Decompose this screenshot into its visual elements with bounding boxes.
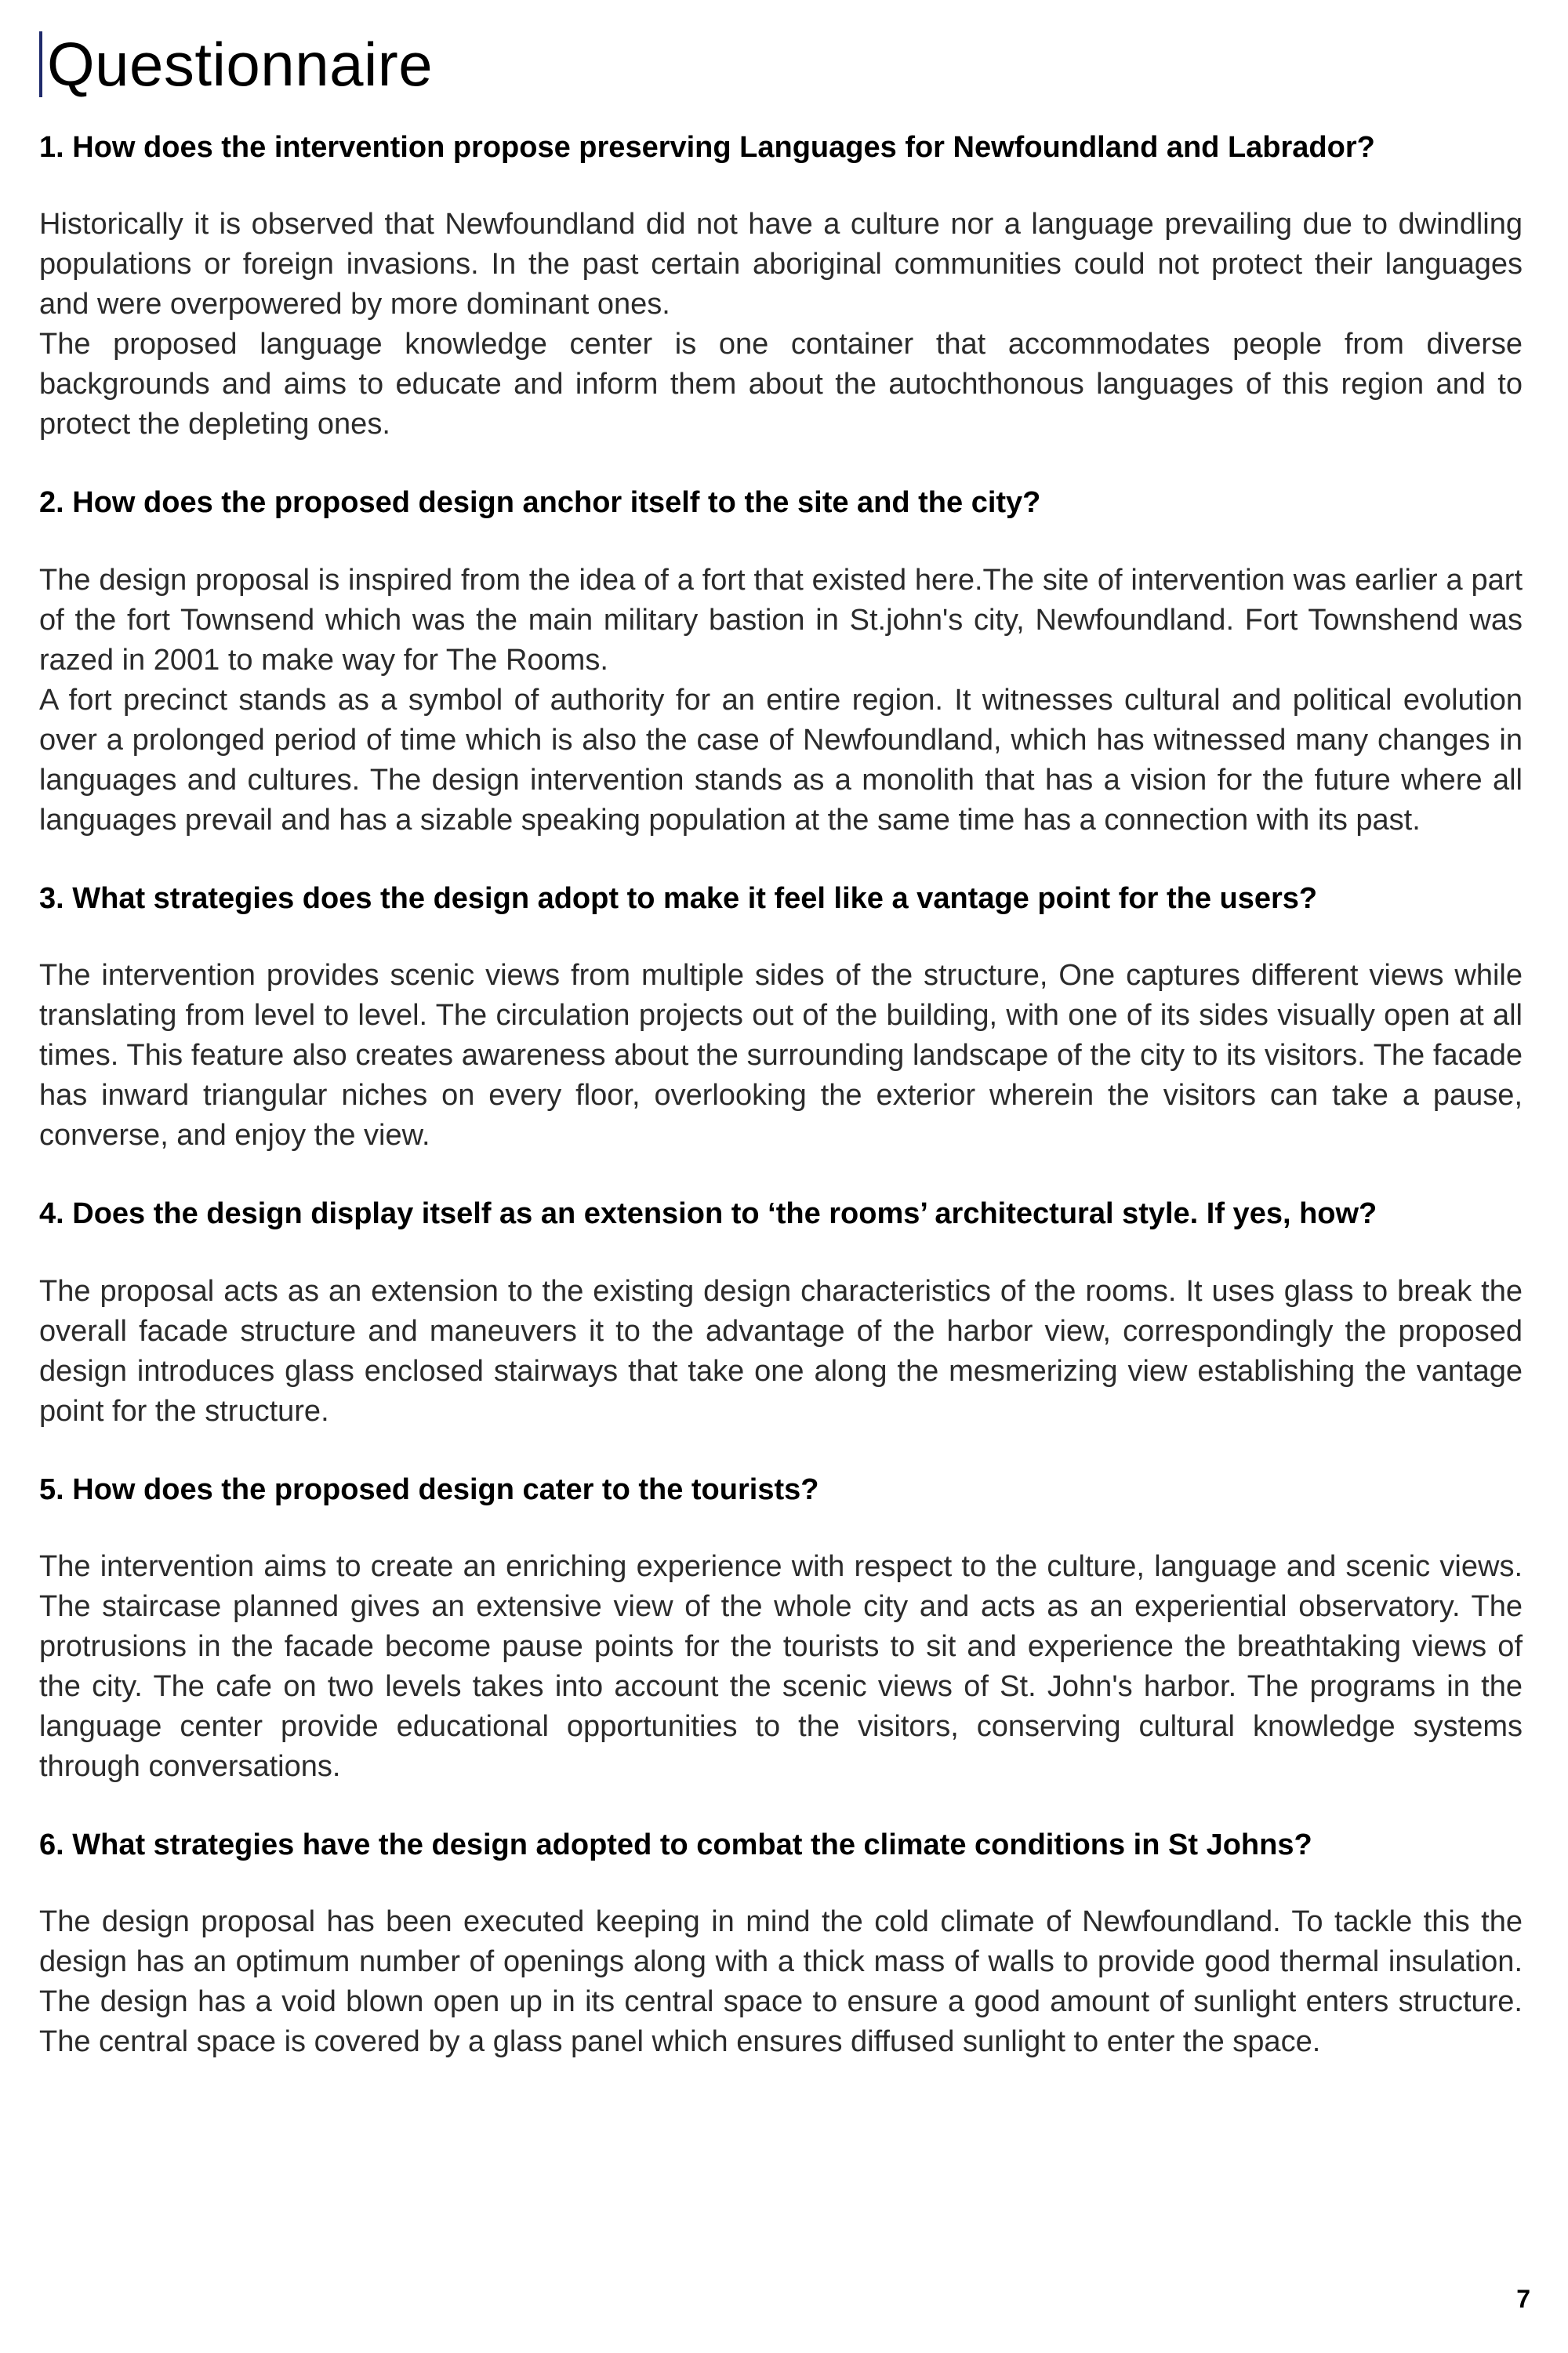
answer-2-paragraph-2: A fort precinct stands as a symbol of authority for an entire region. It witnesses cultural and political evolution over a prolonged period of time which is also the case of Newfoundland, which has witnessed many changes in languages and cultures. The design intervention stands as a monolith that has a vision for the future where all languages prevail and has a sizable speaking population at the same time has a connection with its past. (39, 683, 1523, 837)
question-2: 2. How does the proposed design anchor itself to the site and the city? (39, 486, 1041, 520)
answer-6-paragraph-1: The design proposal has been executed keeping in mind the cold climate of Newfoundland. To tackle this the design has an optimum number of openings along with a thick mass of walls to provide good thermal insulation. The design has a void blown open up in its central space to ensure a good amount of sunlight enters structure. The central space is covered by a glass panel which ensures diffused sunlight to enter the space. (39, 1905, 1523, 2059)
answer-2-paragraph-1: The design proposal is inspired from the idea of a fort that existed here.The site of intervention was earlier a part of the fort Townsend which was the main military bastion in St.john's city, Newfoundland. Fort Townshend was razed in 2001 to make way for The Rooms. (39, 563, 1523, 677)
answer-1-paragraph-1: Historically it is observed that Newfoundland did not have a culture nor a language prevailing due to dwindling populations or foreign invasions. In the past certain aboriginal communities could not protect their languages and were overpowered by more dominant ones. (39, 208, 1523, 321)
qa-section-4 (39, 1195, 1523, 1431)
page-title: Questionnaire (47, 30, 434, 99)
answer-5-paragraph-1: The intervention aims to create an enriching experience with respect to the culture, language and scenic views. The staircase planned gives an extensive view of the whole city and acts as an experiential observatory. The protrusions in the facade become pause points for the tourists to sit and experience the breathtaking views of the city. The cafe on two levels takes into account the scenic views of St. John's harbor. The programs in the language center provide educational opportunities to the visitors, conserving cultural knowledge systems through conversations. (39, 1549, 1523, 1783)
answer-3 (39, 956, 1523, 1156)
qa-section-6 (39, 1826, 1523, 2062)
answer-4 (39, 1272, 1523, 1432)
answer-5 (39, 1547, 1523, 1787)
question-5: 5. How does the proposed design cater to the tourists? (39, 1472, 819, 1506)
title-block (39, 31, 1523, 97)
qa-section-1 (39, 129, 1523, 445)
answer-1 (39, 205, 1523, 445)
qa-section-5 (39, 1471, 1523, 1787)
answer-3-paragraph-1: The intervention provides scenic views from multiple sides of the structure, One captures different views while translating from level to level. The circulation projects out of the building, with one of its sides visually open at all times. This feature also creates awareness about the surrounding landscape of the city to its visitors. The facade has inward triangular niches on every floor, overlooking the exterior wherein the visitors can take a pause, converse, and enjoy the view. (39, 959, 1523, 1153)
answer-6 (39, 1902, 1523, 2062)
title-accent-bar (39, 31, 42, 97)
qa-section-3 (39, 880, 1523, 1156)
question-1: 1. How does the intervention propose preserving Languages for Newfoundland and Labrador? (39, 131, 1375, 164)
question-6: 6. What strategies have the design adopted to combat the climate conditions in St Johns? (39, 1828, 1312, 1861)
answer-4-paragraph-1: The proposal acts as an extension to the existing design characteristics of the rooms. It uses glass to break the overall facade structure and maneuvers it to the advantage of the harbor view, correspondingly the proposed design introduces glass enclosed stairways that take one along the mesmerizing view establishing the vantage point for the structure. (39, 1274, 1523, 1428)
page-number: 7 (1516, 2285, 1530, 2313)
answer-2 (39, 561, 1523, 841)
answer-1-paragraph-2: The proposed language knowledge center is one container that accommodates people from diverse backgrounds and aims to educate and inform them about the autochthonous languages of this region and to protect the depleting ones. (39, 328, 1523, 441)
document-page (39, 31, 1523, 2101)
question-3: 3. What strategies does the design adopt to make it feel like a vantage point for the users? (39, 881, 1318, 915)
question-4: 4. Does the design display itself as an extension to ‘the rooms’ architectural style. If yes, how? (39, 1197, 1377, 1231)
qa-section-2 (39, 484, 1523, 840)
